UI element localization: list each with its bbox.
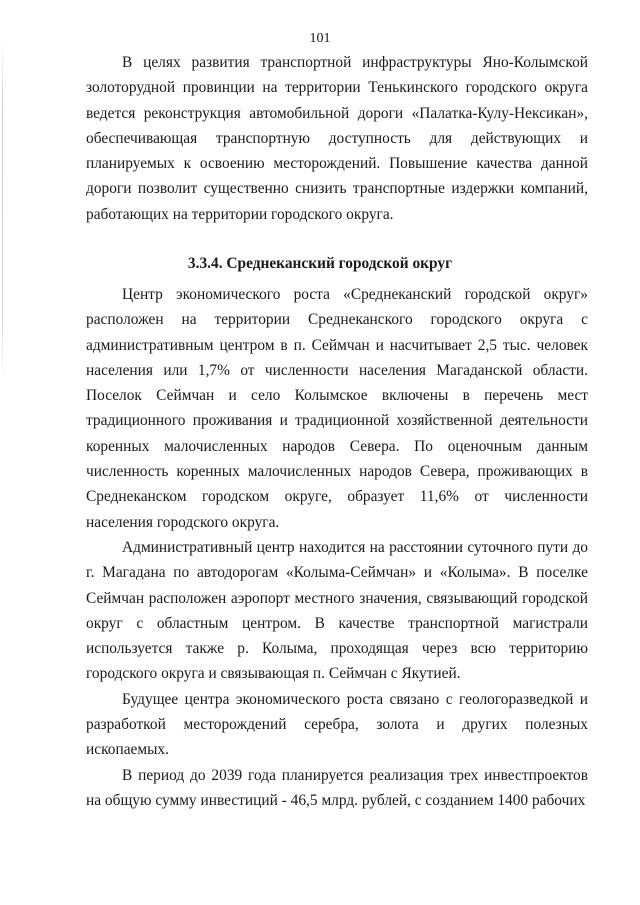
intro-text-block <box>86 50 588 227</box>
page-number: 101 <box>309 31 331 46</box>
paragraph-future: Будущее центра экономического роста связано с геологоразведкой и разработкой месторождений серебра, золота и других полезных ископаемых. <box>86 690 588 759</box>
section-text-block <box>86 282 588 813</box>
scan-edge-mark <box>2 40 3 380</box>
paragraph-growth-center: Центр экономического роста «Среднеканский городской округ» расположен на территории Среднеканского городского округа с административным центром в п. Сеймчан и насчитывает 2,5 тыс. человек населения или 1,7% от численности населения Магаданской области. Поселок Сеймчан и село Колымское включены в перечень мест традиционного проживания и традиционной хозяйственной деятельности коренных малочисленных народов Севера. По оценочным данным численность коренных малочисленных народов Севера, проживающих в Среднеканском городском округе, образует 11,6% от численности населения городского округа. <box>86 286 588 531</box>
paragraph-investment: В период до 2039 года планируется реализация трех инвестпроектов на общую сумму инвестиций - 46,5 млрд. рублей, с созданием 1400 рабочих <box>86 766 588 809</box>
paragraph-transport-infrastructure: В целях развития транспортной инфраструктуры Яно-Колымской золоторудной провинции на территории Тенькинского городского округа ведется реконструкция автомобильной дороги «Палатка-Кулу-Нексикан», обеспечивающая транспортную доступность для действующих и планируемых к освоению месторождений. Повышение качества данной дороги позволит существенно снизить транспортные издержки компаний, работающих на территории городского округа. <box>86 54 588 223</box>
section-heading: 3.3.4. Среднеканский городской округ <box>187 255 453 272</box>
paragraph-administrative-center: Административный центр находится на расстоянии суточного пути до г. Магадана по автодорогам «Колыма-Сеймчан» и «Колыма». В поселке Сеймчан расположен аэропорт местного значения, связывающий городской округ с областным центром. В качестве транспортной магистрали используется также р. Колыма, проходящая через всю территорию городского округа и связывающая п. Сеймчан с Якутией. <box>86 538 588 683</box>
